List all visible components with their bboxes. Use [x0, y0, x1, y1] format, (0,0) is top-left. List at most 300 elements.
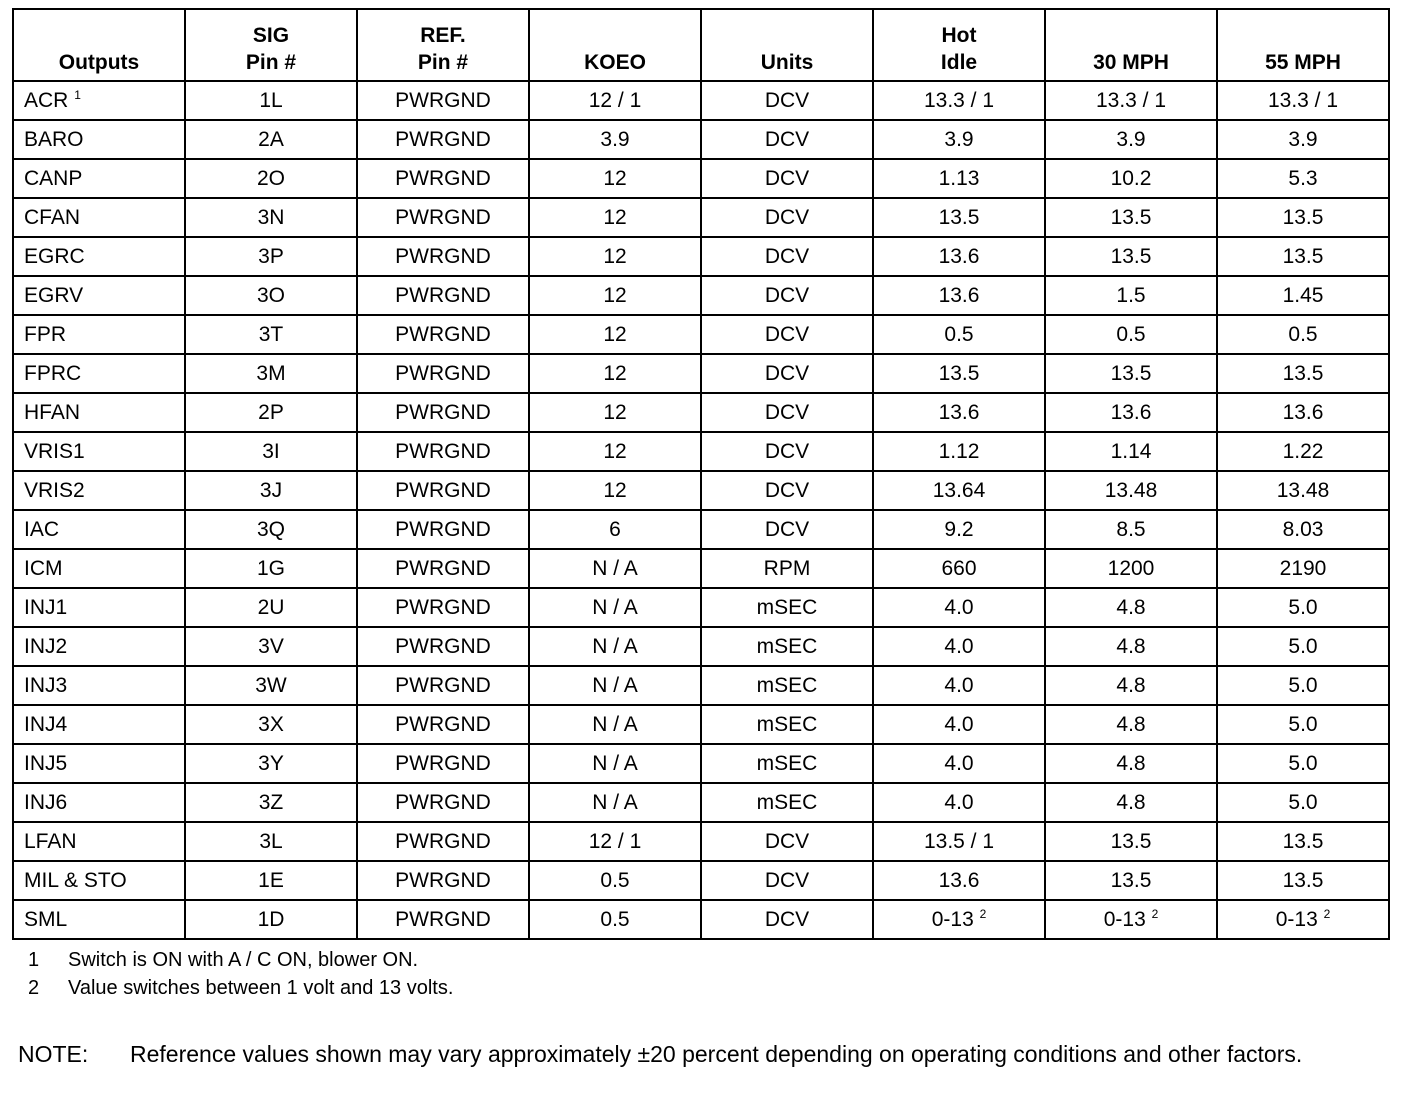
cell-value: 13.6: [1282, 400, 1324, 424]
units-cell: [701, 627, 873, 666]
30-mph-cell: [1045, 510, 1217, 549]
55-mph-cell: [1217, 237, 1389, 276]
55-mph-cell: [1217, 822, 1389, 861]
column-header-line: 30 MPH: [1093, 51, 1169, 74]
cell-value: 5.0: [1288, 673, 1318, 697]
cell-value: EGRV: [24, 283, 84, 307]
30-mph-cell: [1045, 588, 1217, 627]
table-row: [13, 354, 1389, 393]
cell-value: VRIS2: [24, 478, 85, 502]
cell-value: 1200: [1107, 556, 1155, 580]
30-mph-cell: [1045, 705, 1217, 744]
hot-idle-cell: [873, 588, 1045, 627]
cell-value: 4.8: [1116, 790, 1146, 814]
ref-pin-cell: [357, 81, 529, 120]
cell-value: 0.5: [944, 322, 974, 346]
units-cell: [701, 549, 873, 588]
koeo-cell: [529, 549, 701, 588]
cell-value: 2190: [1279, 556, 1327, 580]
cell-value: DCV: [764, 439, 810, 463]
55-mph-cell: [1217, 198, 1389, 237]
table-body: [13, 81, 1389, 939]
column-header-line: KOEO: [584, 51, 646, 74]
cell-value: 0.5: [1116, 322, 1146, 346]
cell-value: 3O: [256, 283, 285, 307]
cell-value: 1.22: [1282, 439, 1324, 463]
55-mph-cell: [1217, 783, 1389, 822]
column-header-line: 55 MPH: [1265, 51, 1341, 74]
output-cell: [13, 120, 185, 159]
output-cell: [13, 666, 185, 705]
cell-value: MIL & STO: [24, 868, 127, 892]
cell-value: PWRGND: [395, 322, 491, 346]
cell-value: 4.0: [944, 673, 974, 697]
hot-idle-cell: [873, 81, 1045, 120]
55-mph-cell: [1217, 120, 1389, 159]
cell-value: INJ2: [24, 634, 68, 658]
cell-value: 4.0: [944, 634, 974, 658]
ref-pin-cell: [357, 120, 529, 159]
hot-idle-cell: [873, 276, 1045, 315]
output-cell: [13, 432, 185, 471]
cell-value: DCV: [764, 244, 810, 268]
cell-value: LFAN: [24, 829, 77, 853]
koeo-cell: [529, 861, 701, 900]
note-label: NOTE:: [18, 1041, 89, 1067]
ref-pin-cell: [357, 549, 529, 588]
cell-value: PWRGND: [395, 439, 491, 463]
footnote-text: Value switches between 1 volt and 13 volts.: [68, 977, 454, 999]
sig-pin-cell: [185, 471, 357, 510]
table-row: [13, 666, 1389, 705]
cell-value: 12 / 1: [588, 88, 642, 112]
ref-pin-cell: [357, 354, 529, 393]
cell-value: PWRGND: [395, 751, 491, 775]
cell-value: 1.13: [938, 166, 980, 190]
ref-pin-cell: [357, 822, 529, 861]
cell-value: DCV: [764, 478, 810, 502]
30-mph-cell: [1045, 354, 1217, 393]
column-header-ref-pin: [357, 9, 529, 81]
cell-value: 0-13: [931, 907, 974, 931]
cell-value: 3.9: [1288, 127, 1318, 151]
cell-value: 13.5: [1282, 244, 1324, 268]
output-cell: [13, 276, 185, 315]
koeo-cell: [529, 822, 701, 861]
output-cell: [13, 705, 185, 744]
sig-pin-cell: [185, 198, 357, 237]
sig-pin-cell: [185, 783, 357, 822]
cell-value: 3M: [256, 361, 286, 385]
cell-value: ACR: [24, 88, 69, 112]
cell-value: PWRGND: [395, 634, 491, 658]
cell-value: DCV: [764, 868, 810, 892]
ref-pin-cell: [357, 705, 529, 744]
cell-value: 1L: [259, 88, 283, 112]
cell-value: 3N: [257, 205, 285, 229]
footnote-item: [28, 974, 453, 1002]
footnotes: [28, 946, 453, 1002]
cell-value: DCV: [764, 205, 810, 229]
cell-value: INJ5: [24, 751, 68, 775]
55-mph-cell: [1217, 588, 1389, 627]
30-mph-cell: [1045, 471, 1217, 510]
output-cell: [13, 471, 185, 510]
column-header-hot-idle: [873, 9, 1045, 81]
sig-pin-cell: [185, 861, 357, 900]
footnote-marker: 1: [74, 87, 81, 102]
hot-idle-cell: [873, 159, 1045, 198]
footnote-marker: 2: [979, 906, 987, 921]
ref-pin-cell: [357, 861, 529, 900]
cell-value: 4.8: [1116, 595, 1146, 619]
footnote-number: 2: [28, 977, 40, 999]
cell-value: RPM: [763, 556, 811, 580]
cell-value: PWRGND: [395, 790, 491, 814]
hot-idle-cell: [873, 432, 1045, 471]
cell-value: 1E: [258, 868, 284, 892]
table-row: [13, 861, 1389, 900]
cell-value: DCV: [764, 517, 810, 541]
cell-value: N / A: [592, 634, 638, 658]
cell-value: INJ6: [24, 790, 68, 814]
55-mph-cell: [1217, 549, 1389, 588]
hot-idle-cell: [873, 198, 1045, 237]
cell-value: PWRGND: [395, 400, 491, 424]
output-cell: [13, 900, 185, 939]
cell-value: 3V: [258, 634, 284, 658]
cell-value: 3J: [259, 478, 283, 502]
cell-value: 13.64: [932, 478, 986, 502]
ref-pin-cell: [357, 237, 529, 276]
units-cell: [701, 783, 873, 822]
output-cell: [13, 783, 185, 822]
ref-pin-cell: [357, 276, 529, 315]
cell-value: mSEC: [756, 751, 818, 775]
cell-value: 13.5: [1110, 829, 1152, 853]
cell-value: 660: [941, 556, 977, 580]
table-row: [13, 393, 1389, 432]
cell-value: 13.5: [1110, 361, 1152, 385]
cell-value: DCV: [764, 127, 810, 151]
table-row: [13, 900, 1389, 939]
cell-value: CANP: [24, 166, 83, 190]
koeo-cell: [529, 315, 701, 354]
30-mph-cell: [1045, 276, 1217, 315]
output-cell: [13, 315, 185, 354]
cell-value: PWRGND: [395, 127, 491, 151]
koeo-cell: [529, 120, 701, 159]
output-cell: [13, 549, 185, 588]
cell-value: 12: [603, 400, 627, 424]
30-mph-cell: [1045, 783, 1217, 822]
cell-value: 5.0: [1288, 712, 1318, 736]
ref-pin-cell: [357, 315, 529, 354]
sig-pin-cell: [185, 744, 357, 783]
cell-value: 3.9: [944, 127, 974, 151]
cell-value: FPR: [24, 322, 66, 346]
cell-value: PWRGND: [395, 166, 491, 190]
table-row: [13, 705, 1389, 744]
cell-value: N / A: [592, 790, 638, 814]
table-row: [13, 822, 1389, 861]
hot-idle-cell: [873, 861, 1045, 900]
column-header-55-mph: [1217, 9, 1389, 81]
cell-value: DCV: [764, 166, 810, 190]
table-row: [13, 471, 1389, 510]
cell-value: 13.3 / 1: [1267, 88, 1339, 112]
koeo-cell: [529, 705, 701, 744]
sig-pin-cell: [185, 666, 357, 705]
cell-value: 13.5: [1282, 829, 1324, 853]
units-cell: [701, 588, 873, 627]
cell-value: 4.0: [944, 751, 974, 775]
cell-value: 3P: [258, 244, 284, 268]
cell-value: 10.2: [1110, 166, 1152, 190]
units-cell: [701, 159, 873, 198]
cell-value: 4.0: [944, 595, 974, 619]
footnote-item: [28, 946, 453, 974]
cell-value: 8.5: [1116, 517, 1146, 541]
units-cell: [701, 276, 873, 315]
30-mph-cell: [1045, 432, 1217, 471]
table-row: [13, 783, 1389, 822]
column-header-line: Pin #: [417, 51, 469, 74]
cell-value: DCV: [764, 400, 810, 424]
units-cell: [701, 666, 873, 705]
cell-value: 2O: [256, 166, 285, 190]
units-cell: [701, 237, 873, 276]
cell-value: 0.5: [600, 868, 630, 892]
koeo-cell: [529, 510, 701, 549]
cell-value: 13.3 / 1: [1095, 88, 1167, 112]
hot-idle-cell: [873, 705, 1045, 744]
cell-value: DCV: [764, 361, 810, 385]
55-mph-cell: [1217, 81, 1389, 120]
output-cell: [13, 588, 185, 627]
output-cell: [13, 159, 185, 198]
cell-value: BARO: [24, 127, 84, 151]
30-mph-cell: [1045, 666, 1217, 705]
footnote-marker: 2: [1323, 906, 1331, 921]
units-cell: [701, 315, 873, 354]
koeo-cell: [529, 276, 701, 315]
table-row: [13, 198, 1389, 237]
cell-value: PWRGND: [395, 712, 491, 736]
cell-value: PWRGND: [395, 556, 491, 580]
55-mph-cell: [1217, 744, 1389, 783]
cell-value: 13.5: [1282, 868, 1324, 892]
output-cell: [13, 393, 185, 432]
output-cell: [13, 627, 185, 666]
units-cell: [701, 744, 873, 783]
30-mph-cell: [1045, 900, 1217, 939]
cell-value: 4.0: [944, 712, 974, 736]
sig-pin-cell: [185, 81, 357, 120]
footnote-marker: 2: [1151, 906, 1159, 921]
sig-pin-cell: [185, 705, 357, 744]
sig-pin-cell: [185, 822, 357, 861]
55-mph-cell: [1217, 666, 1389, 705]
cell-value: 3Q: [256, 517, 285, 541]
cell-value: DCV: [764, 283, 810, 307]
column-header-line: Units: [760, 51, 814, 74]
cell-value: 12: [603, 439, 627, 463]
column-header-units: [701, 9, 873, 81]
cell-value: PWRGND: [395, 907, 491, 931]
ref-pin-cell: [357, 744, 529, 783]
hot-idle-cell: [873, 471, 1045, 510]
cell-value: 0.5: [600, 907, 630, 931]
cell-value: 3L: [259, 829, 283, 853]
column-header-line: Outputs: [58, 51, 140, 74]
sig-pin-cell: [185, 510, 357, 549]
cell-value: 12: [603, 361, 627, 385]
cell-value: CFAN: [24, 205, 81, 229]
55-mph-cell: [1217, 159, 1389, 198]
55-mph-cell: [1217, 393, 1389, 432]
cell-value: mSEC: [756, 634, 818, 658]
hot-idle-cell: [873, 120, 1045, 159]
cell-value: PWRGND: [395, 361, 491, 385]
table-row: [13, 510, 1389, 549]
column-header-30-mph: [1045, 9, 1217, 81]
55-mph-cell: [1217, 705, 1389, 744]
column-header-line: REF.: [420, 24, 466, 47]
55-mph-cell: [1217, 900, 1389, 939]
hot-idle-cell: [873, 510, 1045, 549]
cell-value: N / A: [592, 751, 638, 775]
table-row: [13, 432, 1389, 471]
footnote-text: Switch is ON with A / C ON, blower ON.: [68, 949, 419, 971]
cell-value: DCV: [764, 829, 810, 853]
cell-value: 13.5: [1282, 361, 1324, 385]
sig-pin-cell: [185, 549, 357, 588]
ref-pin-cell: [357, 900, 529, 939]
cell-value: 3W: [255, 673, 287, 697]
cell-value: PWRGND: [395, 673, 491, 697]
sig-pin-cell: [185, 120, 357, 159]
ref-pin-cell: [357, 159, 529, 198]
koeo-cell: [529, 627, 701, 666]
cell-value: DCV: [764, 907, 810, 931]
koeo-cell: [529, 666, 701, 705]
sig-pin-cell: [185, 159, 357, 198]
cell-value: 12: [603, 283, 627, 307]
table-row: [13, 120, 1389, 159]
cell-value: 5.0: [1288, 790, 1318, 814]
note: [18, 1038, 1388, 1070]
sig-pin-cell: [185, 354, 357, 393]
cell-value: N / A: [592, 673, 638, 697]
cell-value: 13.6: [1110, 400, 1152, 424]
30-mph-cell: [1045, 315, 1217, 354]
30-mph-cell: [1045, 237, 1217, 276]
units-cell: [701, 198, 873, 237]
cell-value: 12: [603, 244, 627, 268]
cell-value: 0.5: [1288, 322, 1318, 346]
cell-value: VRIS1: [24, 439, 85, 463]
cell-value: 12: [603, 166, 627, 190]
units-cell: [701, 393, 873, 432]
cell-value: 13.6: [938, 244, 980, 268]
cell-value: PWRGND: [395, 283, 491, 307]
output-cell: [13, 354, 185, 393]
cell-value: 13.6: [938, 400, 980, 424]
column-header-line: Pin #: [245, 51, 297, 74]
units-cell: [701, 822, 873, 861]
cell-value: 4.0: [944, 790, 974, 814]
hot-idle-cell: [873, 393, 1045, 432]
cell-value: 3.9: [600, 127, 630, 151]
30-mph-cell: [1045, 120, 1217, 159]
cell-value: N / A: [592, 595, 638, 619]
units-cell: [701, 354, 873, 393]
sig-pin-cell: [185, 276, 357, 315]
sig-pin-cell: [185, 588, 357, 627]
cell-value: DCV: [764, 88, 810, 112]
cell-value: PWRGND: [395, 205, 491, 229]
cell-value: mSEC: [756, 790, 818, 814]
55-mph-cell: [1217, 276, 1389, 315]
cell-value: 13.5: [938, 205, 980, 229]
cell-value: PWRGND: [395, 88, 491, 112]
ref-pin-cell: [357, 510, 529, 549]
sig-pin-cell: [185, 432, 357, 471]
table-row: [13, 744, 1389, 783]
table-header: [13, 9, 1389, 81]
30-mph-cell: [1045, 627, 1217, 666]
ref-pin-cell: [357, 666, 529, 705]
units-cell: [701, 81, 873, 120]
table-row: [13, 588, 1389, 627]
cell-value: 5.0: [1288, 751, 1318, 775]
koeo-cell: [529, 159, 701, 198]
cell-value: 1G: [256, 556, 285, 580]
cell-value: 3T: [258, 322, 284, 346]
koeo-cell: [529, 744, 701, 783]
cell-value: 12: [603, 205, 627, 229]
30-mph-cell: [1045, 159, 1217, 198]
table-row: [13, 81, 1389, 120]
cell-value: PWRGND: [395, 595, 491, 619]
cell-value: 6: [609, 517, 621, 541]
cell-value: 12 / 1: [588, 829, 642, 853]
30-mph-cell: [1045, 549, 1217, 588]
sig-pin-cell: [185, 627, 357, 666]
cell-value: 2P: [258, 400, 284, 424]
55-mph-cell: [1217, 861, 1389, 900]
cell-value: 9.2: [944, 517, 974, 541]
30-mph-cell: [1045, 861, 1217, 900]
cell-value: PWRGND: [395, 868, 491, 892]
cell-value: 2U: [257, 595, 285, 619]
hot-idle-cell: [873, 666, 1045, 705]
hot-idle-cell: [873, 315, 1045, 354]
cell-value: 0-13: [1103, 907, 1146, 931]
hot-idle-cell: [873, 237, 1045, 276]
koeo-cell: [529, 393, 701, 432]
cell-value: 8.03: [1282, 517, 1324, 541]
cell-value: 1.12: [938, 439, 980, 463]
cell-value: 3X: [258, 712, 284, 736]
55-mph-cell: [1217, 315, 1389, 354]
cell-value: 3.9: [1116, 127, 1146, 151]
cell-value: N / A: [592, 712, 638, 736]
output-cell: [13, 744, 185, 783]
ref-pin-cell: [357, 627, 529, 666]
note-text: Reference values shown may vary approximately ±20 percent depending on operating conditions and other factors.: [130, 1041, 1303, 1067]
